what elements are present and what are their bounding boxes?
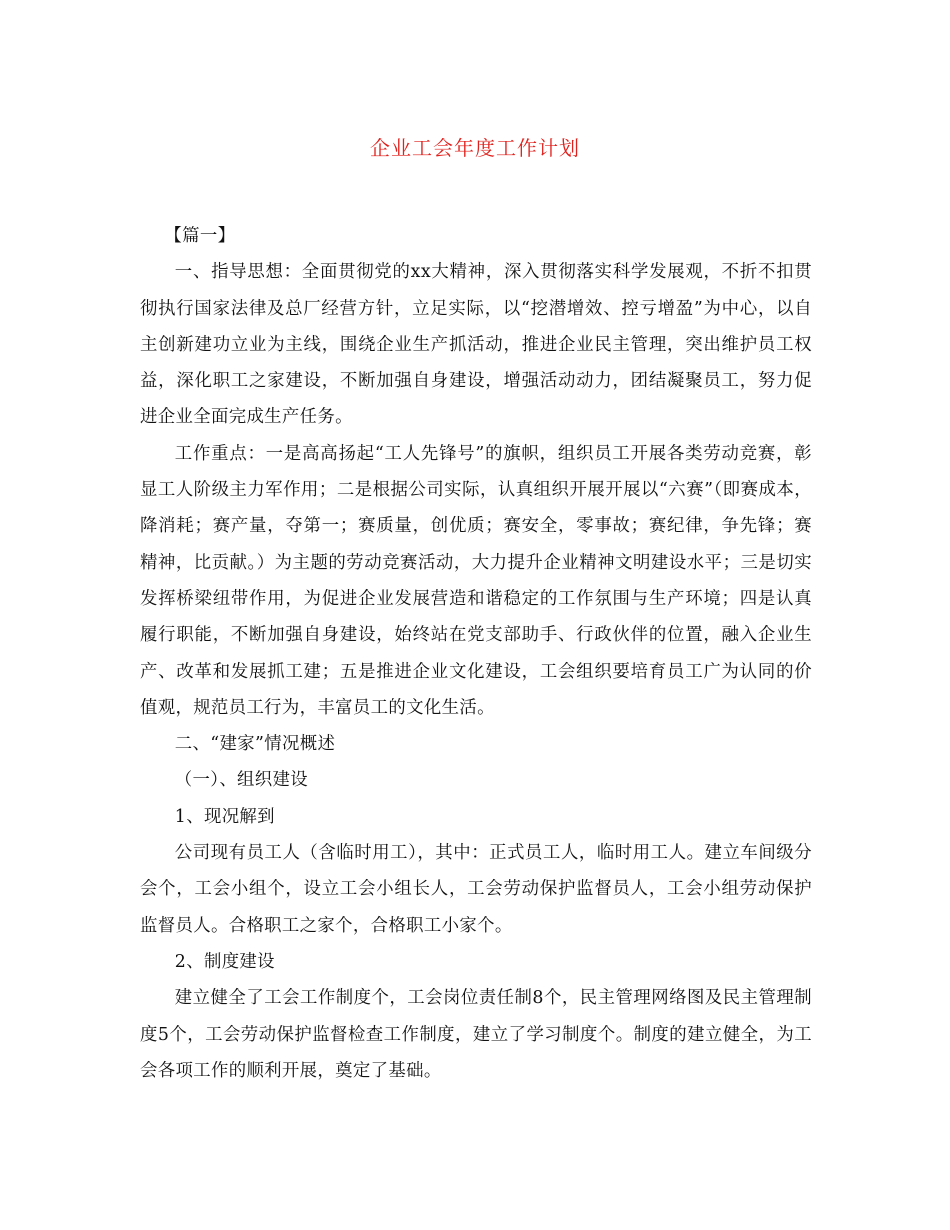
- heading-organization: （一）、组织建设: [174, 770, 309, 791]
- document-body: [140, 218, 812, 1089]
- paragraph-staff-status: 公司现有员工人（含临时用工），其中：正式员工人，临时用工人。建立车间级分会个，工会小组个，设立工会小组长人，工会劳动保护监督员人，工会小组劳动保护监督员人。合格职工之家个，合格职工小家个。: [140, 843, 812, 936]
- document-title: 企业工会年度工作计划: [370, 136, 580, 160]
- heading-home-building: 二、“建家”情况概述: [174, 734, 336, 755]
- heading-current-status: 1、现况解到: [174, 806, 275, 827]
- paragraph-system-building: 建立健全了工会工作制度个，工会岗位责任制8个，民主管理网络图及民主管理制度5个，工会劳动保护监督检查工作制度，建立了学习制度个。制度的建立健全，为工会各项工作的顺利开展，奠定了基础。: [140, 988, 812, 1081]
- paragraph-work-focus: 工作重点：一是高高扬起“工人先锋号”的旗帜，组织员工开展各类劳动竞赛，彰显工人阶级主力军作用；二是根据公司实际，认真组织开展开展以“六赛”（即赛成本，降消耗；赛产量，夺第一；赛质量，创优质；赛安全，零事故；赛纪律，争先锋；赛精神，比贡献。）为主题的劳动竞赛活动，大力提升企业精神文明建设水平；三是切实发挥桥梁纽带作用，为促进企业发展营造和谐稳定的工作氛围与生产环境；四是认真履行职能，不断加强自身建设，始终站在党支部助手、行政伙伴的位置，融入企业生产、改革和发展抓工建；五是推进企业文化建设，工会组织要培育员工广为认同的价值观，规范员工行为，丰富员工的文化生活。: [140, 443, 812, 718]
- section-marker: 【篇一】: [164, 226, 236, 246]
- heading-system-building: 2、制度建设: [174, 951, 275, 972]
- paragraph-guiding-ideology: 一、指导思想：全面贯彻党的xx大精神，深入贯彻落实科学发展观，不折不扣贯彻执行国家法律及总厂经营方针，立足实际，以“挖潜增效、控亏增盈”为中心，以自主创新建功立业为主线，围绕企业生产抓活动，推进企业民主管理，突出维护员工权益，深化职工之家建设，不断加强自身建设，增强活动动力，团结凝聚员工，努力促进企业全面完成生产任务。: [140, 262, 812, 428]
